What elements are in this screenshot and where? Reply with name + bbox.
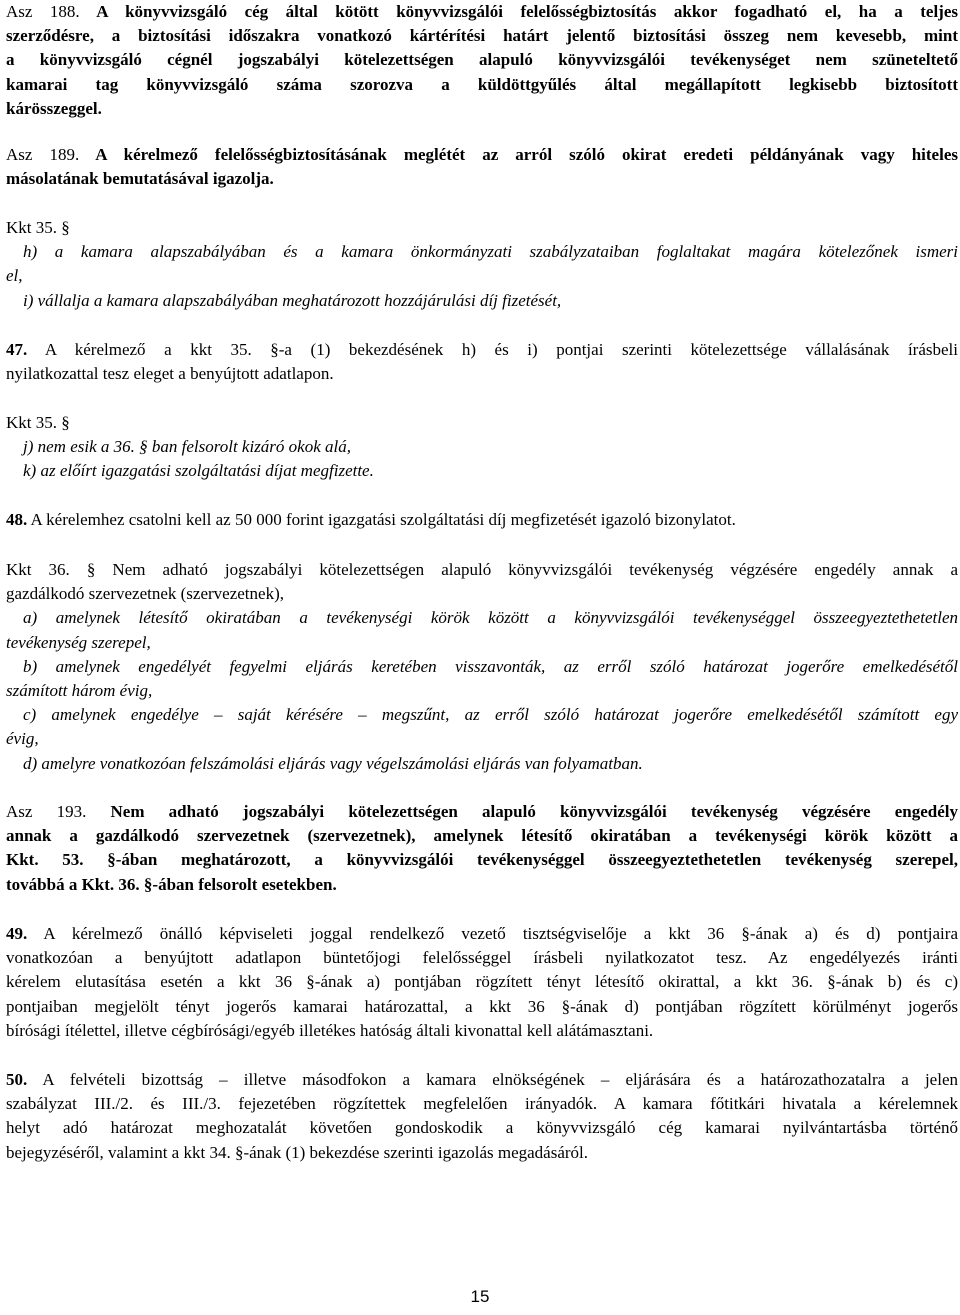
paragraph-50 [6, 1068, 958, 1165]
paragraph-number: 49. [6, 924, 28, 943]
paragraph-text: A felvételi bizottság – illetve másodfokon a kamara elnökségének – eljárására és a határozathozatalra a jelen [27, 1070, 958, 1089]
law-text: h) a kamara alapszabályában és a kamara önkormányzati szabályzataiban foglaltakat magára kötelezőnek ismeri [23, 242, 958, 262]
quote-kkt-35-jk [6, 411, 958, 484]
law-text: el, [6, 266, 23, 286]
paragraph-asz-188 [6, 0, 958, 121]
paragraph-text: helyt adó határozat meghozatalát követően gondoskodik a könyvvizsgáló cég kamarai nyilvántartásba történő [6, 1118, 958, 1138]
paragraph-text: szabályzat III./2. és III./3. fejezetében rögzítettek megfelelően irányadók. A kamara főtitkári hivatala a kérelemnek [6, 1094, 958, 1114]
paragraph-text: a könyvvizsgáló cégnél jogszabályi kötelezettségen alapuló könyvvizsgálói tevékenységet nem szüneteltető [6, 50, 958, 70]
paragraph-number: 47. [6, 340, 28, 359]
paragraph-text: annak a gazdálkodó szervezetnek (szervezetnek), amelynek létesítő okiratában a tevékenységi körök között a [6, 826, 958, 846]
paragraph-number: 48. [6, 510, 28, 529]
page-number: 15 [470, 1287, 490, 1306]
paragraph-text: Nem adható jogszabályi kötelezettségen alapuló könyvvizsgálói tevékenység végzésére engedély [86, 802, 958, 821]
quote-kkt-35-hi [6, 216, 958, 313]
law-reference: Kkt 35. § [6, 218, 70, 237]
paragraph-asz-189 [6, 143, 958, 191]
paragraph-text: pontjaiban megjelölt tényt jogerős kamarai határozattal, a kkt 36 §-ának d) pontjában rögzített körülményt jogerős [6, 996, 958, 1016]
law-text: évig, [6, 729, 39, 749]
paragraph-text: A kérelmező önálló képviseleti joggal rendelkező vezető tisztségviselője a kkt 36 §-ának a) és d) pontjaira [27, 924, 958, 943]
paragraph-number: 50. [6, 1070, 28, 1089]
law-text: tevékenység szerepel, [6, 632, 151, 652]
law-text: i) vállalja a kamara alapszabályában meghatározott hozzájárulási díj fizetését, [23, 290, 562, 310]
paragraph-text: szerződésre, a biztosítási időszakra vonatkozó kártérítési határt jelentő biztosítási összeg nem kevesebb, mint [6, 26, 958, 46]
paragraph-text: bírósági ítélettel, illetve cégbírósági/egyéb illetékes hatóság általi kivonattal kell alátámasztani. [6, 1020, 654, 1040]
law-text: c) amelynek engedélye – saját kérésére – megszűnt, az erről szóló határozat jogerőre emelkedésétől számított egy [23, 705, 958, 725]
law-text: a) amelynek létesítő okiratában a tevékenységi körök között a könyvvizsgálói tevékenységgel összeegyeztethetetlen [23, 608, 958, 628]
paragraph-label: Asz 189. [6, 145, 80, 164]
paragraph-text: A kérelemhez csatolni kell az 50 000 forint igazgatási szolgáltatási díj megfizetését igazoló bizonylatot. [27, 510, 736, 529]
paragraph-text: Kkt. 53. §-ában meghatározott, a könyvvizsgálói tevékenységgel összeegyeztethetetlen tevékenység szerepel, [6, 850, 958, 870]
paragraph-47 [6, 338, 958, 386]
law-text: k) az előírt igazgatási szolgáltatási díjat megfizette. [23, 461, 374, 481]
law-text: Kkt 36. § Nem adható jogszabályi kötelezettségen alapuló könyvvizsgálói tevékenység végzésére engedély annak a [6, 560, 958, 579]
law-text: számított három évig, [6, 681, 153, 701]
paragraph-label: Asz 193. [6, 802, 87, 821]
law-text: d) amelyre vonatkozóan felszámolási eljárás vagy végelszámolási eljárás van folyamatban. [23, 753, 643, 773]
paragraph-text: kamarai tag könyvvizsgáló száma szorozva a küldöttgyűlés által megállapított legkisebb biztosított [6, 74, 958, 94]
law-text: j) nem esik a 36. § ban felsorolt kizáró okok alá, [23, 437, 351, 457]
paragraph-asz-193 [6, 800, 958, 897]
paragraph-text: vonatkozóan a benyújtott adatlapon büntetőjogi felelősséggel írásbeli nyilatkozatot tesz. Az engedélyezés iránti [6, 948, 958, 968]
paragraph-48 [6, 508, 958, 532]
law-text: b) amelynek engedélyét fegyelmi eljárás keretében visszavonták, az erről szóló határozat jogerőre emelkedésétől [23, 656, 958, 676]
paragraph-text: A kérelmező felelősségbiztosításának meglétét az arról szóló okirat eredeti példányának vagy hiteles [79, 145, 958, 164]
quote-kkt-36 [6, 558, 958, 776]
law-text: gazdálkodó szervezetnek (szervezetnek), [6, 584, 284, 604]
paragraph-text: bejegyzéséről, valamint a kkt 34. §-ának (1) bekezdése szerinti igazolás megadásáról. [6, 1142, 589, 1162]
paragraph-text: másolatának bemutatásával igazolja. [6, 169, 274, 189]
paragraph-49 [6, 922, 958, 1043]
paragraph-text: kérelem elutasítása esetén a kkt 36 §-ának a) pontjában rögzített tényt létesítő okirattal, a kkt 36. §-ának b) és c) [6, 972, 958, 992]
law-reference: Kkt 35. § [6, 413, 70, 432]
paragraph-text: továbbá a Kkt. 36. §-ában felsorolt esetekben. [6, 874, 337, 894]
paragraph-text: A kérelmező a kkt 35. §-a (1) bekezdésének h) és i) pontjai szerinti kötelezettsége vállalásának írásbeli [27, 340, 958, 359]
paragraph-text: kárösszeggel. [6, 98, 102, 118]
paragraph-text: A könyvvizsgáló cég által kötött könyvvizsgálói felelősségbiztosítás akkor fogadható el, ha a teljes [79, 2, 958, 21]
paragraph-label: Asz 188. [6, 2, 80, 21]
paragraph-text: nyilatkozattal tesz eleget a benyújtott adatlapon. [6, 364, 334, 384]
